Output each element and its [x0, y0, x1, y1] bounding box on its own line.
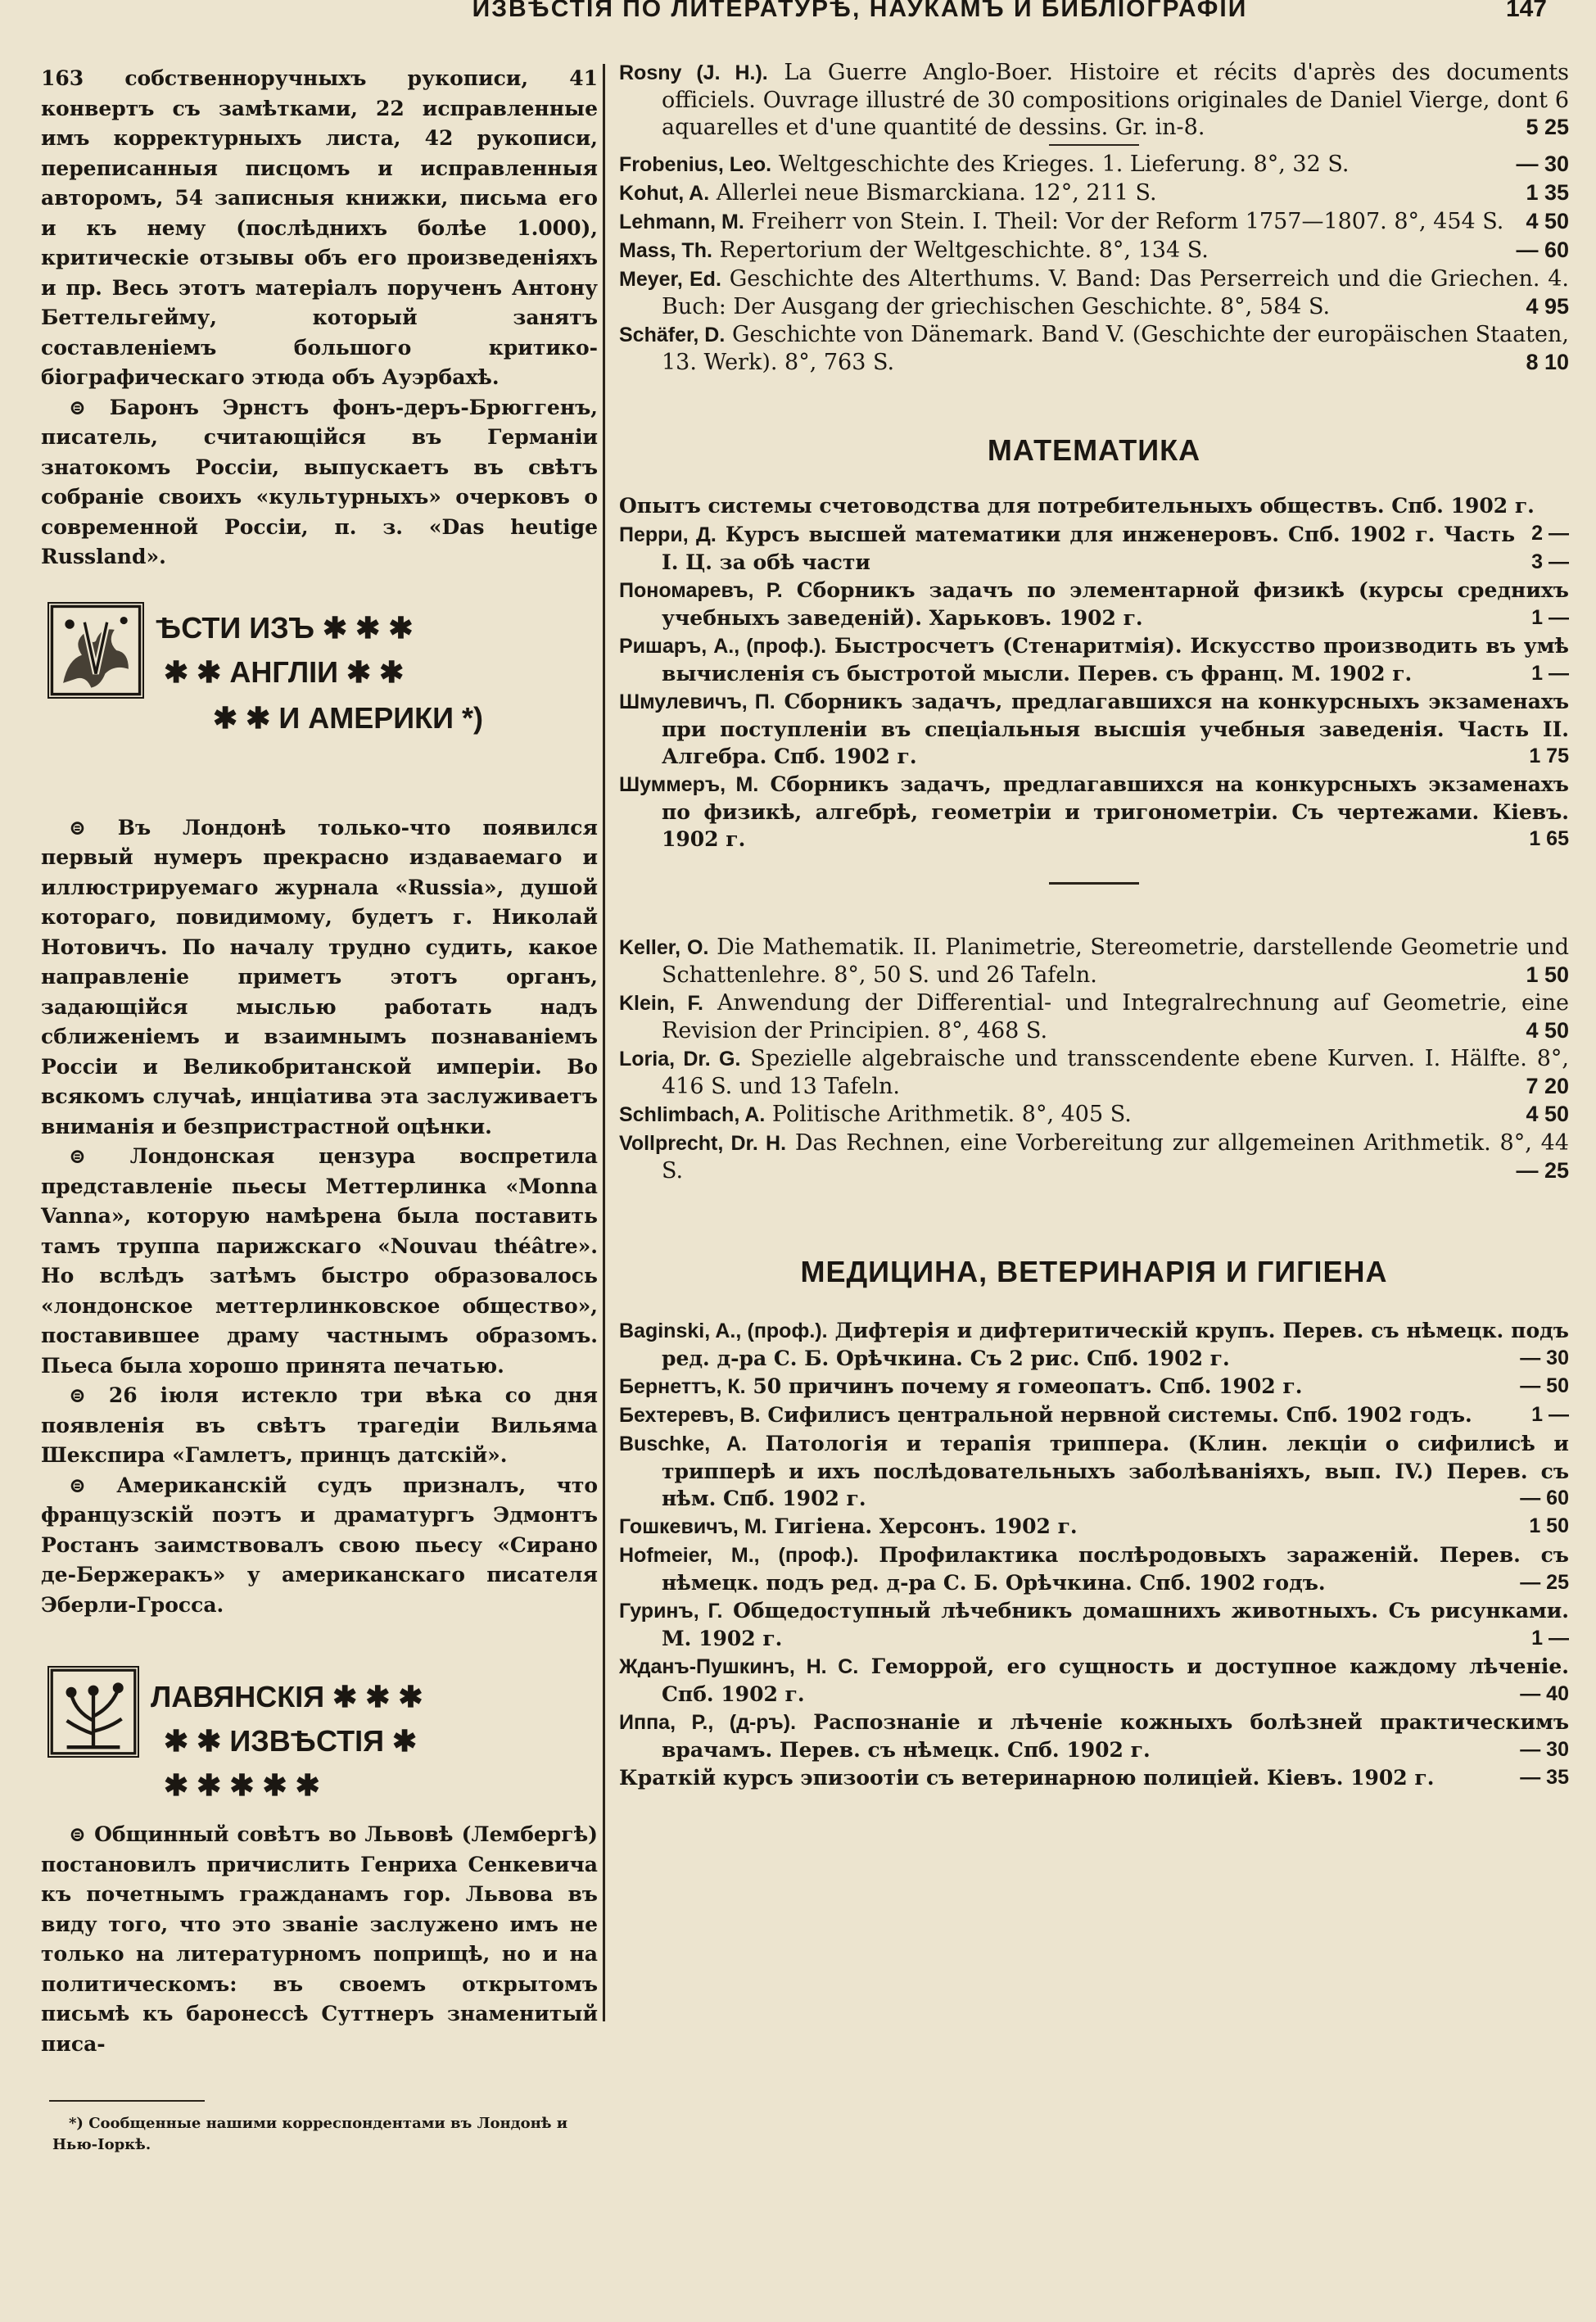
- baron-paragraph: ⊜ Баронъ Эрнстъ фонъ-деръ-Брюггенъ, писатель, считающійся въ Германіи знатокомъ Россіи, выпускаетъ въ свѣтъ собраніе своихъ «культурныхъ» очерковъ о современной Россіи, п. з. «Das heutige Russland».: [41, 395, 598, 568]
- section-heading-line-1: ЛАВЯНСКІЯ ✱ ✱ ✱: [151, 1680, 423, 1713]
- footnote-rule: [49, 2100, 205, 2102]
- bibliography-entry: Baginski, A., (проф.). Дифтерія и дифтеритическій крупъ. Перев. съ нѣмецк. подъ ред. д-ра С. Б. Орѣчкина. Съ 2 рис. Спб. 1902 г. — 30: [619, 1319, 1569, 1370]
- ornamental-initial-icon: [47, 602, 144, 699]
- history-entries: [619, 59, 1569, 376]
- article-hamlet-anniversary: ⊜ 26 іюля истекло три вѣка со дня появленія въ свѣтъ трагедіи Вильяма Шекспира «Гамлетъ, принцъ датскій».: [41, 1383, 598, 1467]
- page-number: 147: [1505, 0, 1547, 20]
- section-heading-england-america: [41, 591, 598, 795]
- medicine-entries: [619, 1317, 1569, 1792]
- bibliography-entry: Loria, Dr. G. Spezielle algebraische und transscendente ebene Kurven. I. Hälfte. 8°, 416 S. und 13 Tafeln. 7 20: [619, 1046, 1569, 1099]
- bibliography-entry: Kohut, A. Allerlei neue Bismarckiana. 12°, 211 S. 1 35: [619, 180, 1569, 206]
- bibliography-entry: Жданъ-Пушкинъ, Н. С. Геморрой, его сущность и доступное каждому лѣченіе. Спб. 1902 г. — 40: [619, 1654, 1569, 1706]
- bibliography-entry: Иппа, Р., (д-ръ). Распознаніе и лѣченіе кожныхъ болѣзней практическимъ врачамъ. Перев. съ нѣмецк. Спб. 1902 г. — 30: [619, 1710, 1569, 1762]
- bibliography-entry: Бернеттъ, К. 50 причинъ почему я гомеопатъ. Спб. 1902 г. — 50: [619, 1374, 1569, 1398]
- math-german-entries: [619, 934, 1569, 1184]
- section-heading-slavic-news: [41, 1638, 598, 1802]
- section-title-medicine: МЕДИЦИНА, ВЕТЕРИНАРІЯ И ГИГІЕНА: [800, 1255, 1388, 1288]
- entry-separator-rule: [1049, 144, 1139, 146]
- bibliography-entry: Шуммеръ, М. Сборникъ задачъ, предлагавшихся на конкурсныхъ экзаменахъ по физикѣ, алгебрѣ, геометріи и тригонометріи. Съ чертежами. Кіевъ. 1902 г. 1 65: [619, 772, 1569, 851]
- section-title-mathematics: МАТЕМАТИКА: [987, 433, 1201, 467]
- bibliography-entry: Гуринъ, Г. Общедоступный лѣчебникъ домашнихъ животныхъ. Съ рисунками. М. 1902 г. 1 —: [619, 1599, 1569, 1650]
- ornament-s-graphic: [49, 1668, 138, 1756]
- column-divider: [603, 64, 605, 2021]
- bibliography-entry: Ришаръ, А., (проф.). Быстросчетъ (Стенаритмія). Искусство производить въ умѣ вычисленія съ быстротой мысли. Перев. съ франц. М. 1902 г. 1 —: [619, 634, 1570, 686]
- bibliography-entry: Краткій курсъ эпизоотіи съ ветеринарною полиціей. Кіевъ. 1902 г. — 35: [619, 1766, 1569, 1790]
- bibliography-entry: Шмулевичъ, П. Сборникъ задачъ, предлагавшихся на конкурсныхъ экзаменахъ при поступленіи въ спеціальныя высшія учебныя заведенія. Часть II. Алгебра. Спб. 1902 г. 1 75: [619, 690, 1569, 768]
- footnote: *) Сообщенные нашими корреспондентами въ Лондонѣ и Нью-Іоркѣ.: [52, 2115, 568, 2153]
- bibliography-entry: Vollprecht, Dr. H. Das Rechnen, eine Vorbereitung zur allgemeinen Arithmetik. 8°, 44 S. — 25: [619, 1130, 1569, 1184]
- intro-paragraph: 163 собственноручныхъ рукописи, 41 конвертъ съ замѣтками, 22 исправленные имъ корректурныхъ листа, 42 рукописи, переписанныя писцомъ и исправленныя авторомъ, 54 записныя книжки, письма его и къ нему (послѣднихъ болѣе 1.000), критическіе отзывы объ его произведеніяхъ и пр. Весь этотъ матеріалъ порученъ Антону Беттельгейму, который занятъ составленіемъ большого критико-біографическаго этюда объ Ауэрбахѣ.: [41, 66, 598, 389]
- article-sienkiewicz-lviv: ⊜ Общинный совѣтъ во Львовѣ (Лембергѣ) постановилъ причислить Генриха Сенкевича къ почетнымъ гражданамъ гор. Львова въ виду того, что это званіе заслужено имъ не только на литературномъ поприщѣ, но и на политическомъ: въ своемъ открытомъ письмѣ къ баронессѣ Суттнеръ знаменитый писа-: [41, 1822, 598, 2056]
- section-heading-line-3: ✱ ✱ И АМЕРИКИ *): [213, 700, 483, 735]
- bibliography-entry: Опытъ системы счетоводства для потребительныхъ обществъ. Спб. 1902 г. 2 —: [619, 494, 1569, 545]
- right-column: [619, 59, 1569, 1793]
- bibliography-entry: Hofmeier, M., (проф.). Профилактика послѣродовыхъ зараженій. Перев. съ нѣмецк. подъ ред. д-ра С. Б. Орѣчкина. Спб. 1902 годъ. — 25: [619, 1543, 1569, 1595]
- bibliography-entry: Гошкевичъ, М. Гигіена. Херсонъ. 1902 г. 1 50: [619, 1514, 1569, 1538]
- section-heading-line-2: ✱ ✱ ИЗВѢСТІЯ ✱: [164, 1724, 418, 1758]
- bibliography-entry: Klein, F. Anwendung der Differential- und Integralrechnung auf Geometrie, eine Revision der Principien. 8°, 468 S. 4 50: [619, 990, 1569, 1043]
- bibliography-entry: Rosny (J. H.). La Guerre Anglo-Boer. Histoire et récits d'après des documents officiels. Ouvrage illustré de 30 compositions originales de Daniel Vierge, dont 6 aquarelles et d'une quantité de dessins. Gr. in-8. 5 25: [619, 60, 1569, 140]
- bibliography-entry: Frobenius, Leo. Weltgeschichte des Krieges. 1. Lieferung. 8°, 32 S. — 30: [619, 152, 1569, 177]
- bibliography-entry: Пономаревъ, Р. Сборникъ задачъ по элементарной физикѣ (курсы среднихъ учебныхъ заведеній). Харьковъ. 1902 г. 1 —: [619, 578, 1569, 630]
- bibliography-entry: Keller, O. Die Mathematik. II. Planimetrie, Stereometrie, darstellende Geometrie und Schattenlehre. 8°, 50 S. und 26 Tafeln. 1 50: [619, 935, 1569, 988]
- bibliography-entry: Schlimbach, A. Politische Arithmetik. 8°, 405 S. 4 50: [619, 1102, 1569, 1127]
- running-head: ИЗВѢСТІЯ ПО ЛИТЕРАТУРѢ, НАУКАМЪ И БИБЛІОГРАФІИ: [472, 0, 1248, 20]
- ornament-v-graphic: [49, 604, 142, 697]
- group-separator-rule: [1049, 882, 1139, 885]
- article-rostand-court: ⊜ Американскій судъ призналъ, что французскій поэтъ и драматургъ Эдмонтъ Ростанъ заимствовалъ свою пьесу «Сирано де-Бержеракъ» у американскаго писателя Эберли-Гросса.: [41, 1473, 598, 1617]
- bibliography-entry: Перри, Д. Курсъ высшей математики для инженеровъ. Спб. 1902 г. Часть I. Ц. за обѣ части 3 —: [619, 523, 1569, 574]
- section-heading-line-3: ✱ ✱ ✱ ✱ ✱: [164, 1768, 320, 1802]
- ornamental-initial-icon: [47, 1666, 139, 1758]
- bibliography-entry: Meyer, Ed. Geschichte des Alterthums. V. Band: Das Perserreich und die Griechen. 4. Buch: Der Ausgang der griechischen Geschichte. 8°, 584 S. 4 95: [619, 266, 1569, 319]
- article-london-censorship: ⊜ Лондонская цензура воспретила представленіе пьесы Меттерлинка «Monna Vanna», которую намѣрена была поставить тамъ труппа парижскаго «Nouvau théâtre». Но вслѣдъ затѣмъ быстро образовалось «лондонское меттерлинковское общество», поставившее драму частнымъ образомъ. Пьеса была хорошо принята печатью.: [41, 1144, 598, 1378]
- section-heading-line-1: ѢСТИ ИЗЪ ✱ ✱ ✱: [156, 610, 414, 645]
- bibliography-entry: Schäfer, D. Geschichte von Dänemark. Band V. (Geschichte der europäischen Staaten, 13. Werk). 8°, 763 S. 8 10: [619, 322, 1569, 375]
- math-russian-entries: [619, 492, 1569, 853]
- left-column: [41, 64, 598, 2156]
- bibliography-entry: Buschke, A. Патологія и терапія триппера. (Клин. лекціи о сифилисѣ и трипперѣ и ихъ послѣдовательныхъ заболѣваніяхъ, вып. IV.) Перев. съ нѣм. Спб. 1902 г. — 60: [619, 1432, 1569, 1510]
- bibliography-entry: Lehmann, M. Freiherr von Stein. I. Theil: Vor der Reform 1757—1807. 8°, 454 S. 4 50: [619, 209, 1569, 234]
- bibliography-entry: Бехтеревъ, В. Сифилисъ центральной нервной системы. Спб. 1902 годъ. 1 —: [619, 1403, 1569, 1427]
- bibliography-entry: Mass, Th. Repertorium der Weltgeschichte. 8°, 134 S. — 60: [619, 238, 1569, 263]
- section-heading-line-2: ✱ ✱ АНГЛІИ ✱ ✱: [164, 654, 405, 689]
- article-russia-journal: ⊜ Въ Лондонѣ только-что появился первый нумеръ прекрасно издаваемаго и иллюстрируемаго журнала «Russia», душой котораго, повидимому, будетъ г. Николай Нотовичъ. По началу трудно судить, какое направленіе приметъ этотъ органъ, задающійся мыслью работать надъ сближеніемъ и взаимнымъ познаваніемъ Россіи и Великобританской имперіи. Во всякомъ случаѣ, инціатива эта заслуживаетъ вниманія и безпристрастной оцѣнки.: [41, 815, 598, 1138]
